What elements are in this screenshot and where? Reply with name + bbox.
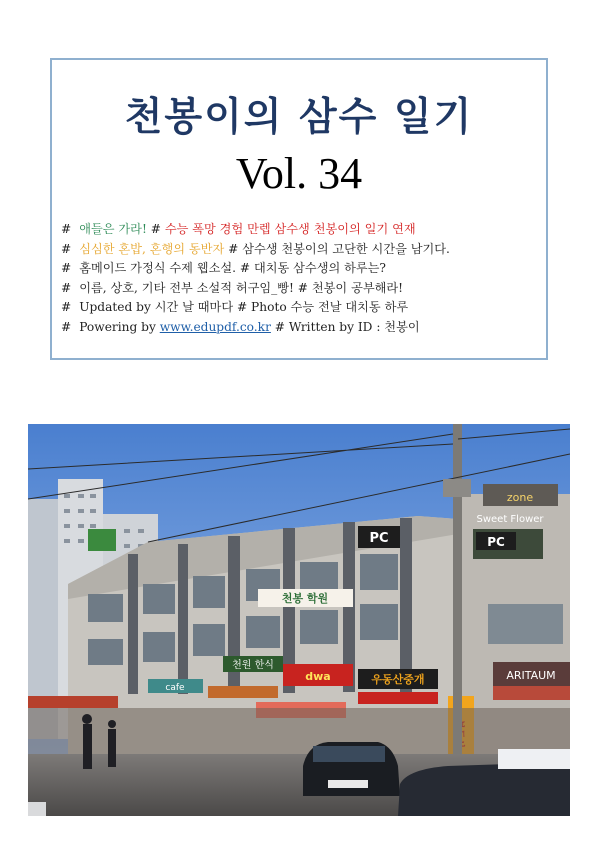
street-photo-image xyxy=(28,424,570,816)
dawa-sign: dwa xyxy=(305,670,331,683)
tagline-text: Updated by 시간 날 때마다 # Photo 수능 전날 대치동 하루 xyxy=(79,300,409,314)
tagline-text: 홈메이드 가정식 수제 웹소설. # 대치동 삼수생의 하루는? xyxy=(79,261,386,275)
academy-sign: 천봉 학원 xyxy=(281,592,329,605)
tagline-text: 수능 폭망 경험 만렙 삼수생 천봉이의 일기 연재 xyxy=(164,222,416,236)
hash-mark: # xyxy=(61,222,72,236)
hash-mark: # xyxy=(61,280,72,295)
realty-sign: 우동산중개 xyxy=(371,673,425,686)
tagline-text: # Written by ID : 천봉이 xyxy=(270,319,420,334)
tagline-line xyxy=(61,318,551,338)
hash-mark: # xyxy=(61,261,72,275)
tagline-text: 심심한 혼밥, 혼행의 동반자 xyxy=(79,241,225,256)
flower-sign: Sweet Flower xyxy=(476,514,544,525)
tagline-line xyxy=(61,298,551,318)
tagline-line xyxy=(61,220,551,240)
tagline-line xyxy=(61,279,551,299)
tagline-list xyxy=(61,220,551,337)
pc-sign-right: PC xyxy=(487,535,505,549)
hash-mark: # xyxy=(61,300,72,314)
tagline-text: 애들은 가라! xyxy=(79,222,147,236)
street-photo xyxy=(28,424,570,816)
tagline-line xyxy=(61,259,551,279)
tagline-line xyxy=(61,240,551,260)
tagline-text: # xyxy=(146,222,165,236)
zone-sign: zone xyxy=(506,491,534,504)
tagline-text: Powering by xyxy=(79,319,160,334)
restaurant-sign: 천원 한식 xyxy=(232,660,274,671)
website-link[interactable]: www.edupdf.co.kr xyxy=(159,319,271,334)
cover-box xyxy=(50,58,548,360)
diary-title: 천봉이의 삼수 일기 xyxy=(124,94,474,140)
pc-sign-left: PC xyxy=(369,531,389,546)
tagline-text: # 삼수생 천봉이의 고단한 시간을 남기다. xyxy=(224,241,450,256)
tagline-text: 이름, 상호, 기타 전부 소설적 허구임_빵! # 천봉이 공부해라! xyxy=(79,280,404,295)
hash-mark: # xyxy=(61,241,72,256)
aritaum-sign: ARITAUM xyxy=(506,669,556,682)
hash-mark: # xyxy=(61,319,72,334)
volume-number: Vol. 34 xyxy=(235,149,363,198)
cafe-sign: cafe xyxy=(165,683,185,693)
